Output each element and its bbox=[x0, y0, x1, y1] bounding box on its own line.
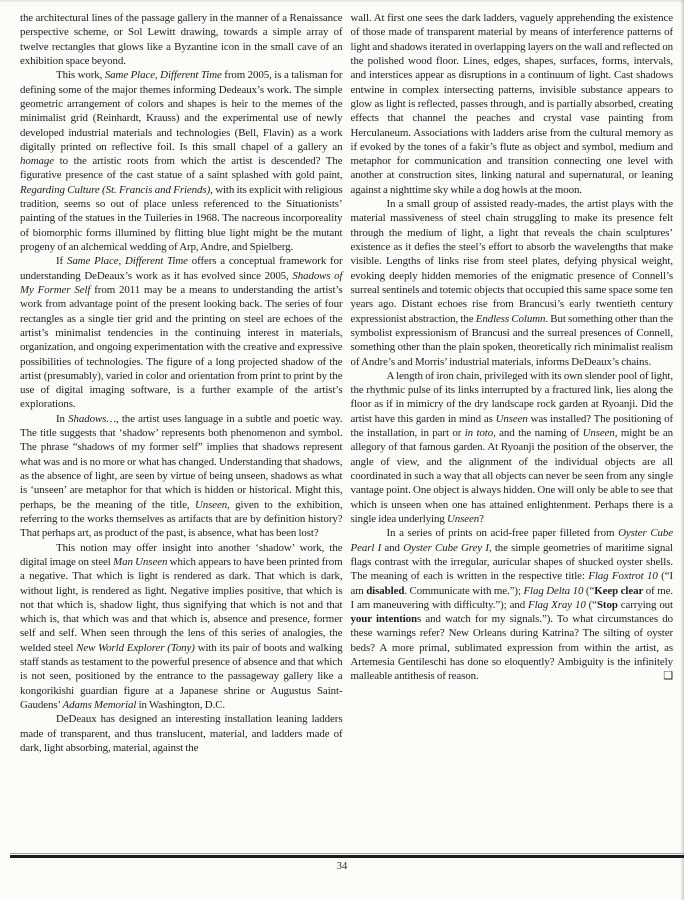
scan-edge-shadow-right bbox=[680, 0, 684, 900]
paragraph: the architectural lines of the passage gallery in the manner of a Renaissance perspective scheme, or Sol Lewitt drawing, towards a simple array of twelve rectangles that glows like a Byzantine icon in the small cave of an exhibition space beyond. bbox=[20, 12, 343, 67]
footer-rule bbox=[10, 853, 684, 858]
paragraph: In a small group of assisted ready-mades, the artist plays with the material massiveness of steel chain struggling to make its presence felt through the medium of light, a light that reveals the chain sculptures’ existence as it defies the steel’s effort to absorb the wavelengths that make visible. Lengths of links rise from steel plates, defying physical weight, evoking deeply hidden memories of the enigmatic presence of Connell’s surreal sentinels and totemic objects that occupied this same space some ten years ago. Distant echoes rise from Brancusi’s early twentieth century expressionist abstraction, the Endless Column. But something other than the symbolist expressionism of Brancusi and the surreal presences of Connell, something other than the plain spoken, theoretically rich minimalist realism of Andre’s and Morris’ industrial materials, informs DeDeaux’s chains. bbox=[350, 198, 673, 368]
paragraph: wall. At first one sees the dark ladders, vaguely apprehending the existence of those made of transparent material by means of interference patterns of light and shadows iterated in overlapping layers on the wall and reflected on the polished wood floor. Lines, edges, shapes, surfaces, forms, intervals, and interstices appear as disruptions in a continuum of light. Cast shadows entwine in complex intersecting patterns, invisible substance appears to glow as light is reflected, passes through, and is partially absorbed, creating effects that channel the peaches and crystal vase painting from Herculaneum. Associations with ladders arise from the cultural memory as if evoked by the tones of a fakir’s flute as object and symbol, medium and metaphor for communication and transition connecting one level with another at construction sites, linking natural and supernatural, or leaning against a nighttime sky while a dog howls at the moon. bbox=[350, 12, 673, 196]
paragraph: DeDeaux has designed an interesting installation leaning ladders made of transparent, and thus translucent, material, and ladders made of dark, light absorbing, material, against the bbox=[20, 713, 343, 754]
paragraph: In a series of prints on acid-free paper filleted from Oyster Cube Pearl I and Oyster Cube Grey I, the simple geometries of maritime signal flags contrast with the irregular, auricular shapes of shucked oyster shells. The meaning of each is written in the respective title: Flag Foxtrot 10 (“I am disabled. Communicate with me.”); Flag Delta 10 (“Keep clear of me. I am maneuvering with difficulty.”); and Flag Xray 10 (“Stop carrying out your intentions and watch for my signals.”). To what circumstances do these warnings refer? New Orleans during Katrina? The silting of oyster beds? A more primal, sublimated expression from within the artist, as Artemesia Gentileschi has done so eloquently? Ambiguity is the infinitely malleable antithesis of reason. ❑ bbox=[350, 527, 673, 683]
scan-edge-shadow-top bbox=[0, 0, 684, 3]
article-body bbox=[20, 11, 673, 853]
footer-rule-thick-line bbox=[10, 855, 684, 858]
text-column-right bbox=[351, 11, 674, 853]
end-of-article-mark: ❑ bbox=[663, 670, 673, 683]
footer-rule-thin-line bbox=[10, 853, 684, 854]
page-number: 34 bbox=[336, 861, 348, 872]
paragraph: If Same Place, Different Time offers a conceptual framework for understanding DeDeaux’s work as it has evolved since 2005, Shadows of My Former Self from 2011 may be a means to understanding the artist’s work from advantage point of the present looking back. The series of four rectangles as a single tier grid and the printing on steel are echoes of the artist’s minimalist tendencies in the continuing interest in materials, organization, and ongoing experimentation with the creative and expressive possibilities of technologies. The figure of a long projected shadow of the artist (presumably), varied in color and orientation from print to print by the use of digital imaging software, is a further example of the artist’s explorations. bbox=[20, 255, 343, 411]
paragraph: This notion may offer insight into another ‘shadow’ work, the digital image on steel Man Unseen which appears to have been printed from a negative. That which is light is rendered as dark. That which is dark, without light, is rendered as light. Negative implies positive, that which is not that which is, shadow light, thus signifying that which is not and that which is, that which was and that which is, absence and presence, former self and self. When seen through the lens of this series of analogies, the welded steel New World Explorer (Tony) with its pair of boots and walking staff stands as testament to the powerful presence of absence and that which is not seen, positioned by the entrance to the passageway gallery like a kongorikishi guardian figure at a Japanese shrine or Augustus Saint-Gaudens’ Adams Memorial in Washington, D.C. bbox=[20, 541, 343, 711]
paragraph: A length of iron chain, privileged with its own slender pool of light, the rhythmic pulse of its links interrupted by a fractured link, lies along the floor as if in mimicry of the dry landscape rock garden at Ryoanji. Did the artist have this garden in mind as Unseen was installed? The positioning of the installation, in part or in toto, and the naming of Unseen, might be an allegory of that famous garden. At Ryoanji the position of the observer, the angle of view, and the alignment of the individual objects are all coordinated in such a way that all objects can never be seen from any single vantage point. One object is always hidden. One will only be able to see that which is unseen when one has attained enlightenment. Perhaps there is a single idea underlying Unseen? bbox=[350, 369, 673, 525]
paragraph: This work, Same Place, Different Time from 2005, is a talisman for defining some of the major themes informing Dedeaux’s work. The simple geometric arrangement of colors and shapes is heir to the memes of the minimalist grid (Reinhardt, Krauss) and the experimental use of newly developed industrial materials and technologies (Bell, Flavin) as a work digitally printed on reflective foil. Is this small chapel of a gallery an homage to the artistic roots from which the artist is descended? The figurative presence of the cast statue of a saint splashed with gold paint, Regarding Culture (St. Francis and Friends), with its explicit with religious tradition, seems so out of place unless referenced to the Situationists’ painting of the statues in the Tuileries in 1968. The nacreous incorporeality of biomorphic forms illumined by flitting blue light might be the mutant progeny of an alchemical wedding of Arp, Andre, and Spielberg. bbox=[20, 69, 343, 253]
paragraph: In Shadows…, the artist uses language in a subtle and poetic way. The title suggests that ‘shadow’ represents both phenomenon and symbol. The phrase “shadows of my former self” implies that shadows represent what was and is no more or what has changed. Understanding that shadows, as the absence of light, are seen by virtue of being unseen, shadows as what is ‘unseen’ are metaphor for that which is hidden or historical. Might this, perhaps, be the meaning of the title, Unseen, given to the exhibition, referring to the works themselves as artifacts that are by definition history? That perhaps art, as product of the past, is absence, what has been lost? bbox=[20, 412, 343, 540]
text-column-left bbox=[20, 11, 343, 853]
